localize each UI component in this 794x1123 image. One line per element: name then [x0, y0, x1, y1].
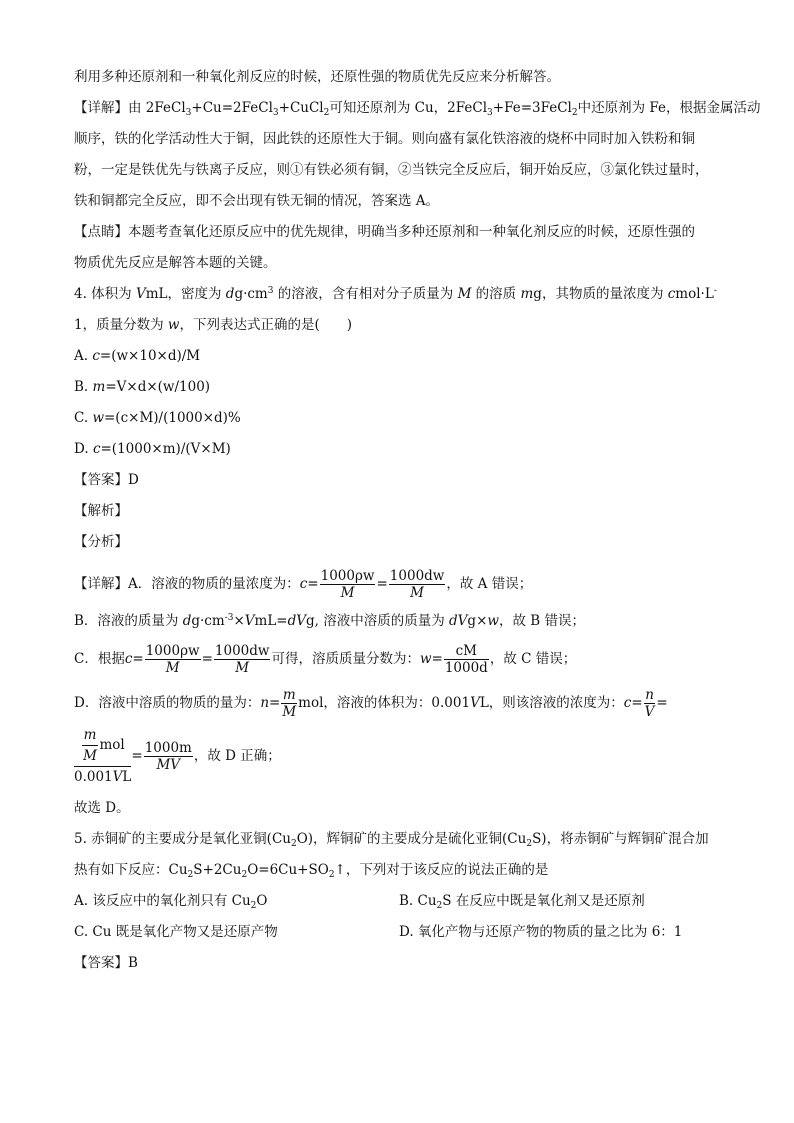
question-5-answer: 【答案】B: [74, 955, 138, 971]
fraction: $\frac{1000m}{MV}$: [144, 739, 192, 773]
question-5-options-row-2: [74, 917, 734, 948]
question-4-analyze-tag: 【分析】: [74, 534, 128, 550]
detail-4-c: C．根据 c= $\frac{1000\rho w}{M}$ = $\frac{1000dw}{M}$ 可得，溶质质量分数为： w= $\frac{cM}{1000d}$ ，故 C 错误；: [74, 642, 577, 676]
question-5-line-1: 5. 赤铜矿的主要成分是氧化亚铜$(Cu_2O)$，辉铜矿的主要成分是硫化亚铜$(Cu_2S)$，将赤铜矿与辉铜矿混合加: [74, 831, 709, 849]
detail-paragraph-line-3: 粉，一定是铁优先与铁离子反应，则①有铁必须有铜，②当铁完全反应后，铜开始反应，③氯化铁过量时，: [74, 162, 709, 178]
document-page: [74, 62, 761, 979]
comment-tag: 【点睛】: [74, 224, 128, 240]
detail-paragraph-line-4: 铁和铜都完全反应，即不会出现有铁无铜的情况，答案选 A。: [74, 193, 440, 209]
question-4-option-a: A. c=(w×10×d)/M: [74, 348, 201, 364]
detail-4-b: B．溶液的质量为 $dg\cdot cm^{-3}\times VmL=dVg$, 溶液中溶质的质量为 dVg×w，故 B 错误；: [74, 613, 585, 629]
detail-4-d-continued: $\frac{m}{M}$ mol 0.001VL = $\frac{1000m}{MV}$ ，故 D 正确；: [74, 727, 281, 785]
question-5-line-2: 热有如下反应：$Cu_2S+2Cu_2O=6Cu+SO_2↑$，下列对于该反应的说法正确的是: [74, 862, 549, 880]
detail-4-a: 【详解】 A．溶液的物质的量浓度为： c= $\frac{1000\rho w}{M}$ = $\frac{1000dw}{M}$ ，故 A 错误；: [74, 567, 533, 601]
compound-fraction: $\frac{m}{M}$ mol 0.001VL: [74, 727, 132, 785]
fraction: $\frac{m}{M}$: [282, 686, 297, 720]
question-4-analysis-tag: 【解析】: [74, 503, 128, 519]
question-5-option-a: A. 该反应中的氧化剂只有 $Cu_2O$: [74, 893, 268, 911]
detail-tag: 【详解】: [74, 100, 128, 116]
fraction: $\frac{n}{V}$: [644, 686, 655, 720]
fraction: $\frac{1000dw}{M}$: [214, 642, 270, 676]
question-4-option-b: B. m=V×d×(w/100): [74, 379, 211, 395]
question-4-option-d: D. c=(1000×m)/(V×M): [74, 441, 231, 457]
fraction: $\frac{cM}{1000d}$: [444, 642, 488, 676]
question-5-options-row-1: [74, 886, 734, 917]
detail-4-conclusion: 故选 D。: [74, 800, 130, 816]
fraction: $\frac{1000\rho w}{M}$: [145, 642, 200, 676]
question-4-answer: 【答案】D: [74, 472, 139, 488]
detail-paragraph-line-2: 顺序，铁的化学活动性大于铜，因此铁的还原性大于铜。则向盛有氯化铁溶液的烧杯中同时加入铁粉和铜: [74, 131, 695, 147]
comment-line-2: 物质优先反应是解答本题的关键。: [74, 255, 277, 271]
question-4-line-1: 4. 体积为 VmL，密度为 $dg\cdot cm^3$ 的溶液，含有相对分子质量为 M 的溶质 mg，其物质的量浓度为 cmol·L-: [74, 286, 717, 302]
question-4-option-c: C. w=(c×M)/(1000×d)%: [74, 410, 241, 426]
fraction: $\frac{1000\rho w}{M}$: [320, 567, 375, 601]
intro-line: 利用多种还原剂和一种氧化剂反应的时候，还原性强的物质优先反应来分析解答。: [74, 69, 560, 85]
question-5-option-b: B. $Cu_2S$ 在反应中既是氧化剂又是还原剂: [399, 893, 645, 911]
question-5-option-c: C. Cu 既是氧化产物又是还原产物: [74, 924, 278, 940]
detail-paragraph-line-1: 【详解】由 2FeCl$_3$+Cu=2FeCl$_3$+CuCl$_2$可知还原剂为 Cu，2FeCl$_3$+Fe=3FeCl$_2$中还原剂为 Fe，根据金属活动: [74, 100, 761, 118]
fraction: $\frac{1000dw}{M}$: [389, 567, 445, 601]
comment-line-1: 【点睛】本题考查氧化还原反应中的优先规律，明确当多种还原剂和一种氧化剂反应的时候，还原性强的: [74, 224, 695, 240]
question-4-line-2: 1，质量分数为 w，下列表达式正确的是( ): [74, 317, 352, 333]
question-5-option-d: D. 氧化产物与还原产物的物质的量之比为 6：1: [399, 924, 683, 940]
detail-4-d: D．溶液中溶质的物质的量为： n= $\frac{m}{M}$ mol ，溶液的体积为：0.001 V L，则该溶液的浓度为： c= $\frac{n}{V}$ =: [74, 686, 668, 720]
